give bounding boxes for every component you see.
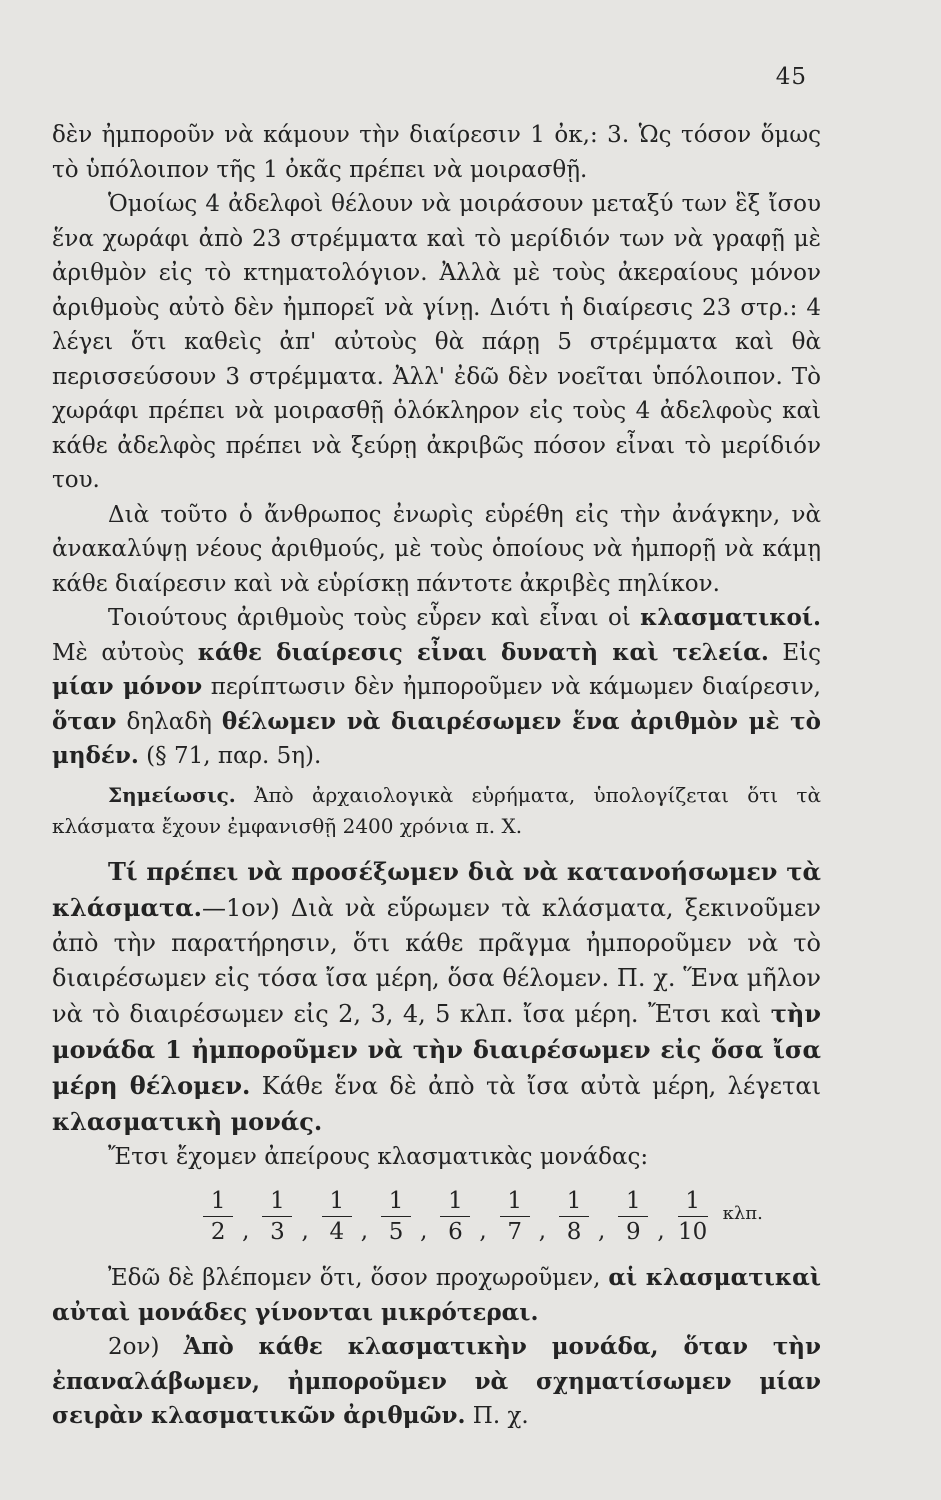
fraction	[675, 1188, 711, 1245]
section-paragraph	[52, 854, 821, 1140]
fraction-numerator: 1	[507, 1188, 523, 1214]
fraction-numerator: 1	[388, 1188, 404, 1214]
section-text-2: Κάθε ἕνα δὲ ἀπὸ τὰ ἴσα αὐτὰ μέρη, λέγεται	[250, 1071, 821, 1100]
fraction-numerator: 1	[329, 1188, 345, 1214]
paragraph-7	[52, 1330, 821, 1434]
statement-units-smaller: αἱ κλασματικαὶ αὐταὶ μονάδες γίνονται μικρότεραι.	[52, 1264, 821, 1326]
fraction-denominator: 10	[678, 1219, 708, 1245]
note-label: Σημείωσις.	[108, 782, 236, 807]
paragraph-4	[52, 601, 821, 774]
fraction-separator: ,	[301, 1217, 309, 1244]
fraction	[497, 1188, 533, 1245]
fraction-separator: ,	[657, 1217, 665, 1244]
statement-division-possible: κάθε διαίρεσις εἶναι δυνατὴ καὶ τελεία.	[197, 638, 769, 666]
page-number: 45	[775, 64, 807, 90]
fraction-separator: ,	[420, 1217, 428, 1244]
fraction-numerator: 1	[626, 1188, 641, 1214]
fraction	[556, 1188, 592, 1245]
paragraph-4-text-1: Τοιούτους ἀριθμοὺς τοὺς εὗρεν καὶ εἶναι οἱ	[108, 605, 641, 631]
paragraph-7-text-2: Π. χ.	[465, 1403, 529, 1429]
emphasis-one-case: μίαν μόνον	[52, 673, 203, 700]
fraction-numerator: 1	[448, 1188, 463, 1214]
emphasis-when: ὅταν	[52, 707, 117, 735]
statement-unit-division: τὴν μονάδα 1 ἠμποροῦμεν νὰ τὴν διαιρέσωμεν εἰς ὅσα ἴσα μέρη θέλομεν.	[52, 998, 821, 1100]
paragraph-4-text-6: (§ 71, παρ. 5η).	[138, 743, 322, 769]
paragraph-7-text-1: 2ον)	[108, 1334, 184, 1360]
statement-divide-by-zero: θέλωμεν νὰ διαιρέσωμεν ἕνα ἀριθμὸν μὲ τὸ μηδέν.	[52, 707, 821, 769]
paragraph-4-text-4: περίπτωσιν δὲν ἠμποροῦμεν νὰ κάμωμεν διαίρεσιν,	[202, 674, 821, 700]
paragraph-2: Ὁμοίως 4 ἀδελφοὶ θέλουν νὰ μοιράσουν μεταξύ των ἓξ ἴσου ἕνα χωράφι ἀπὸ 23 στρέμματα καὶ τὸ μερίδιόν των νὰ γραφῇ μὲ ἀριθμὸν εἰς τὸ κτηματολόγιον. Ἀλλὰ μὲ τοὺς ἀκεραίους μόνον ἀριθμοὺς αὐτὸ δὲν ἠμπορεῖ νὰ γίνῃ. Διότι ἡ διαίρεσις 23 στρ.: 4 λέγει ὅτι καθεὶς ἀπ' αὐτοὺς θὰ πάρῃ 5 στρέμματα καὶ θὰ περισσεύσουν 3 στρέμματα. Ἀλλ' ἐδῶ δὲν νοεῖται ὑπόλοιπον. Τὸ χωράφι πρέπει νὰ μοιρασθῇ ὁλόκληρον εἰς τοὺς 4 ἀδελφοὺς καὶ κάθε ἀδελφὸς πρέπει νὰ ξεύρῃ ἀκριβῶς πόσον εἶναι τὸ μερίδιόν του.	[52, 191, 821, 493]
note-paragraph	[52, 780, 821, 842]
fraction-denominator: 5	[388, 1219, 404, 1245]
fraction	[437, 1188, 473, 1245]
fraction-series	[142, 1188, 821, 1245]
paragraph-6	[52, 1261, 821, 1330]
fraction-denominator: 4	[329, 1219, 345, 1245]
fraction-separator: ,	[538, 1217, 547, 1244]
note-text: Ἀπὸ ἀρχαιολογικὰ εὑρήματα, ὑπολογίζεται ὅτι τὰ κλάσματα ἔχουν ἐμφανισθῇ 2400 χρόνια π. Χ.	[52, 782, 821, 838]
fraction	[319, 1188, 355, 1245]
fraction-separator: ,	[360, 1217, 369, 1244]
paragraph-3: Διὰ τοῦτο ὁ ἄνθρωπος ἐνωρὶς εὑρέθη εἰς τὴν ἀνάγκην, νὰ ἀνακαλύψῃ νέους ἀριθμούς, μὲ τοὺς ὁποίους νὰ ἠμπορῇ νὰ κάμῃ κάθε διαίρεσιν καὶ νὰ εὑρίσκῃ πάντοτε ἀκριβὲς πηλίκον.	[52, 501, 821, 597]
fraction-separator: ,	[598, 1217, 606, 1244]
paragraph-5: Ἔτσι ἔχομεν ἀπείρους κλασματικὰς μονάδας:	[108, 1143, 649, 1170]
paragraph-4-text-2: Μὲ αὐτοὺς	[52, 639, 198, 666]
section-text-1: —1ον) Διὰ νὰ εὕρωμεν τὰ κλάσματα, ξεκινοῦμεν ἀπὸ τὴν παρατήρησιν, ὅτι κάθε πρᾶγμα ἠμποροῦμεν νὰ τὸ διαιρέσωμεν εἰς τόσα ἴσα μέρη, ὅσα θέλομεν. Π. χ. Ἕνα μῆλον νὰ τὸ διαιρέσωμεν εἰς 2, 3, 4, 5 κλπ. ἴσα μέρη. Ἔτσι καὶ	[52, 893, 821, 1028]
fraction-numerator: 1	[685, 1188, 700, 1214]
fraction-numerator: 1	[210, 1188, 226, 1214]
fraction	[259, 1188, 295, 1245]
fraction-numerator: 1	[270, 1188, 285, 1214]
fraction-denominator: 8	[566, 1219, 582, 1245]
section-heading: Τί πρέπει νὰ προσέξωμεν διὰ νὰ κατανοήσωμεν τὰ κλάσματα.	[52, 856, 821, 922]
fraction-denominator: 7	[507, 1219, 523, 1245]
statement-fraction-series: Ἀπὸ κάθε κλασματικὴν μονάδα, ὅταν τὴν ἐπαναλάβωμεν, ἠμποροῦμεν νὰ σχηματίσωμεν μίαν σειρὰν κλασματικῶν ἀριθμῶν.	[52, 1333, 821, 1429]
fraction	[378, 1188, 414, 1245]
fraction-denominator: 3	[270, 1219, 285, 1245]
fraction-suffix: κλπ.	[722, 1203, 763, 1224]
paragraph-1: δὲν ἠμποροῦν νὰ κάμουν τὴν διαίρεσιν 1 ὀκ,: 3. Ὡς τόσον ὅμως τὸ ὑπόλοιπον τῆς 1 ὀκᾶς πρέπει νὰ μοιρασθῇ.	[52, 122, 821, 183]
fraction-denominator: 6	[448, 1219, 463, 1245]
fraction-denominator: 2	[210, 1219, 226, 1245]
fraction	[200, 1188, 236, 1245]
term-fractional-unit: κλασματικὴ μονάς.	[52, 1106, 323, 1136]
fraction-separator: ,	[242, 1217, 250, 1244]
paragraph-6-text-1: Ἐδῶ δὲ βλέπομεν ὅτι, ὅσον προχωροῦμεν,	[108, 1265, 609, 1291]
term-klasmatikoi: κλασματικοί.	[640, 604, 821, 631]
fraction-separator: ,	[479, 1217, 487, 1244]
fraction	[615, 1188, 651, 1245]
fraction-denominator: 9	[626, 1219, 641, 1245]
paragraph-4-text-3: Εἰς	[768, 639, 822, 666]
paragraph-4-text-5: δηλαδὴ	[116, 708, 222, 735]
fraction-numerator: 1	[566, 1188, 582, 1214]
